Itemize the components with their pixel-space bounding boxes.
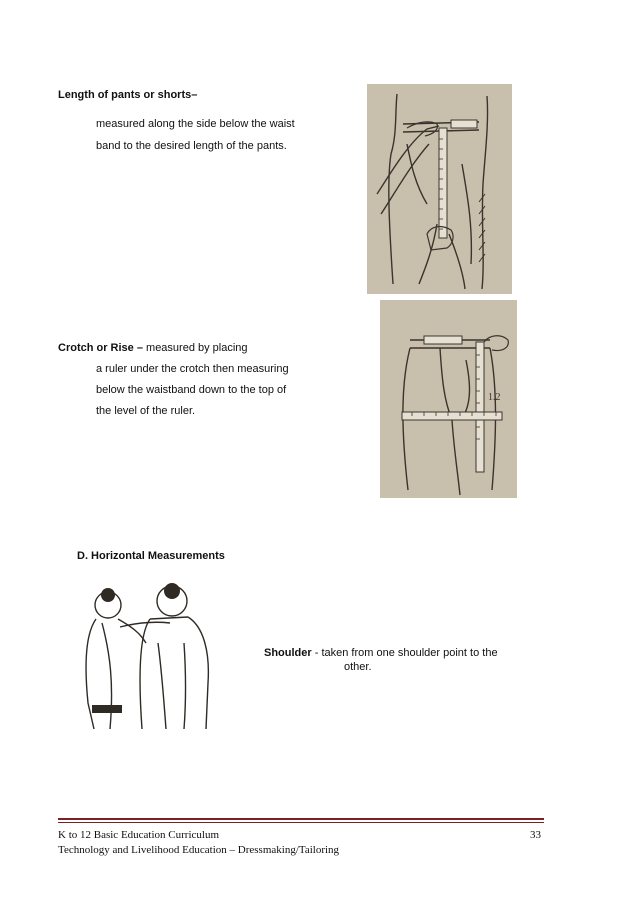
footer-curriculum: K to 12 Basic Education Curriculum: [58, 829, 219, 841]
pants-length-heading: Length of pants or shorts–: [58, 89, 198, 101]
shoulder-paragraph-line1: [264, 646, 498, 660]
crotch-illustration: [380, 300, 517, 498]
crotch-heading: Crotch or Rise –: [58, 342, 143, 354]
horizontal-measurements-heading: D. Horizontal Measurements: [77, 550, 225, 562]
crotch-ruler-label: 1.2: [488, 392, 501, 403]
crotch-text-line2: a ruler under the crotch then measuring: [96, 363, 289, 375]
footer-subject: Technology and Livelihood Education – Dressmaking/Tailoring: [58, 844, 340, 856]
shoulder-text-line2: other.: [344, 661, 372, 673]
pants-length-drawing: [367, 84, 512, 294]
crotch-text-line1: measured by placing: [142, 342, 248, 354]
footer-rule-thin: [58, 822, 544, 823]
pants-length-text-line1: measured along the side below the waist: [96, 118, 295, 130]
footer-rule-thick: [58, 818, 544, 820]
crotch-text-line3: below the waistband down to the top of: [96, 384, 287, 396]
shoulder-drawing: [80, 583, 220, 731]
pants-length-text-line2: band to the desired length of the pants.: [96, 140, 287, 152]
crotch-text-line4: the level of the ruler.: [96, 405, 196, 417]
shoulder-label: Shoulder: [264, 647, 312, 659]
shoulder-illustration: [80, 583, 220, 731]
shoulder-text-line1: - taken from one shoulder point to the: [311, 647, 498, 659]
crotch-paragraph-line1: [58, 341, 248, 355]
page-number: 33: [530, 829, 541, 841]
crotch-drawing: [380, 300, 517, 498]
pants-length-illustration: [367, 84, 512, 294]
